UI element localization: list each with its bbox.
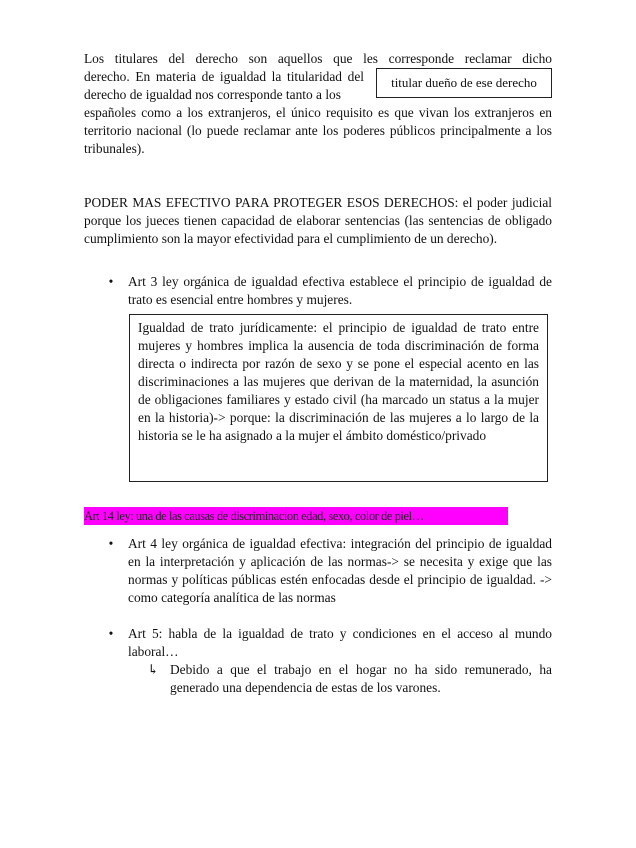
margin-note-box	[376, 68, 552, 98]
bullet-text: Art 5: habla de la igualdad de trato y condiciones en el acceso al mundo laboral…	[128, 626, 552, 659]
bullet-item-art5	[100, 625, 552, 661]
bullet-dot-icon: •	[108, 626, 114, 641]
intro-line-3: españoles como a los extranjeros, el único requisito es que vivan los extranjeros en territorio nacional (lo puede reclamar ante los poderes públicos principalmente a los tribunales).	[84, 105, 552, 156]
bullet-text: Art 3 ley orgánica de igualdad efectiva establece el principio de igualdad de trato es esencial entre hombres y mujeres.	[128, 274, 552, 307]
bullet-item-art4	[100, 535, 552, 607]
intro-line-1: Los titulares del derecho son aquellos que les corresponde reclamar dicho	[84, 51, 552, 66]
margin-note-text: titular dueño de ese derecho	[391, 75, 537, 90]
igualdad-trato-text: Igualdad de trato jurídicamente: el principio de igualdad de trato entre mujeres y hombres implica la ausencia de toda discriminación de forma directa o indirecta por razón de sexo y se pone el especial acento en las discriminaciones a las mujeres que derivan de la maternidad, la asunción de obligaciones familiares y estado civil (ha marcado un status a la mujer en la historia)-> porque: la discriminación de las mujeres a lo largo de la historia se le ha asignado a la mujer el ámbito doméstico/privado	[138, 320, 539, 443]
bullet-dot-icon: •	[108, 536, 114, 551]
sub-bullet-item	[144, 661, 552, 697]
bullet-item-art3	[100, 273, 552, 309]
intro-line-2: derecho. En materia de igualdad la titularidad del derecho de igualdad nos corresponde tanto a los	[84, 69, 364, 102]
poder-paragraph: PODER MAS EFECTIVO PARA PROTEGER ESOS DERECHOS: el poder judicial porque los jueces tienen capacidad de elaborar sentencias (las sentencias de obligado cumplimiento son la mayor efectividad para el cumplimiento de un derecho).	[84, 195, 552, 246]
arrow-bullet-icon: ↳	[147, 662, 159, 677]
igualdad-trato-box	[129, 314, 548, 482]
sub-bullet-text: Debido a que el trabajo en el hogar no ha sido remunerado, ha generado una dependencia de estas de los varones.	[170, 662, 552, 695]
bullet-text: Art 4 ley orgánica de igualdad efectiva: integración del principio de igualdad en la interpretación y aplicación de las normas-> se necesita y exige que las normas y políticas públicas estén enfocadas desde el principio de igualdad. -> como categoría analítica de las normas	[128, 536, 552, 605]
bullet-dot-icon: •	[108, 274, 114, 289]
highlighted-art14-line: Art 14 ley: una de las causas de discriminacion edad, sexo, color de piel…	[84, 509, 424, 523]
